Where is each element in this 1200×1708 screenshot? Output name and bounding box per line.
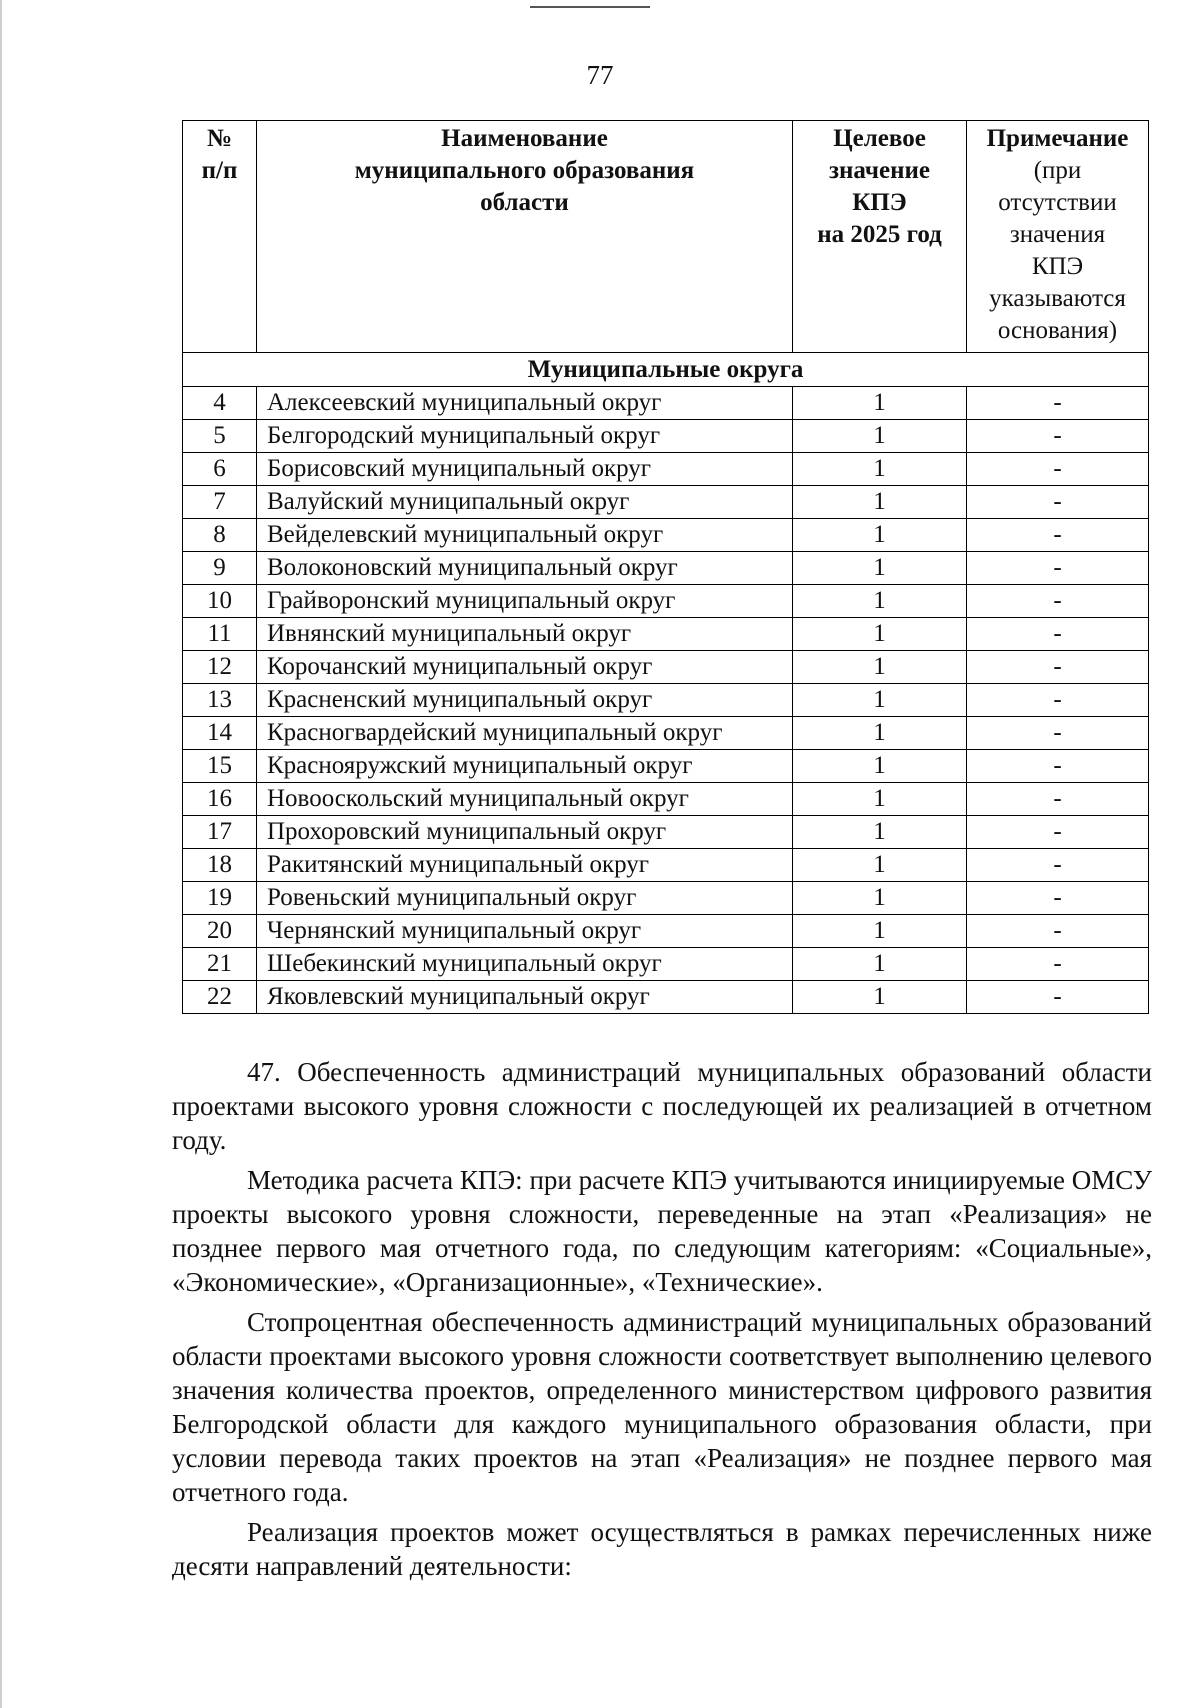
page-number: 77 [586, 60, 614, 90]
row-target-value: 1 [793, 981, 967, 1014]
row-target-value: 1 [793, 486, 967, 519]
row-note: - [967, 684, 1149, 717]
row-municipality: Белгородский муниципальный округ [257, 420, 793, 453]
row-note: - [967, 552, 1149, 585]
row-target-value: 1 [793, 552, 967, 585]
row-note: - [967, 717, 1149, 750]
table-row [183, 453, 1149, 486]
header-target-line: на 2025 год [817, 221, 942, 248]
row-municipality: Корочанский муниципальный округ [257, 651, 793, 684]
row-number: 4 [183, 387, 257, 420]
row-note: - [967, 981, 1149, 1014]
header-note-line: основания) [997, 317, 1118, 344]
row-note: - [967, 519, 1149, 552]
header-note-line: отсутствии [998, 189, 1117, 216]
paragraph-coverage: Стопроцентная обеспеченность администраций муниципальных образований области проектами высокого уровня сложности соответствует выполнению целевого значения количества проектов, определенного министерством цифрового развития Белгородской области для каждого муниципального образования области, при условии перевода таких проектов на этап «Реализация» не позднее первого мая отчетного года. [172, 1307, 1152, 1507]
paragraph-directions: Реализация проектов может осуществляться в рамках перечисленных ниже десяти направлений деятельности: [172, 1517, 1152, 1581]
row-note: - [967, 618, 1149, 651]
row-target-value: 1 [793, 684, 967, 717]
row-note: - [967, 882, 1149, 915]
row-note: - [967, 816, 1149, 849]
row-target-value: 1 [793, 783, 967, 816]
row-municipality: Яковлевский муниципальный округ [257, 981, 793, 1014]
table-row [183, 783, 1149, 816]
section-row [183, 353, 1149, 387]
row-number: 9 [183, 552, 257, 585]
top-rule [530, 6, 650, 8]
table-row [183, 552, 1149, 585]
row-target-value: 1 [793, 519, 967, 552]
row-municipality: Грайворонский муниципальный округ [257, 585, 793, 618]
row-number: 21 [183, 948, 257, 981]
row-number: 15 [183, 750, 257, 783]
table-body [183, 387, 1149, 1014]
row-number: 8 [183, 519, 257, 552]
row-note: - [967, 783, 1149, 816]
row-municipality: Валуйский муниципальный округ [257, 486, 793, 519]
table-row [183, 486, 1149, 519]
row-note: - [967, 651, 1149, 684]
row-target-value: 1 [793, 948, 967, 981]
table-row [183, 585, 1149, 618]
row-municipality: Шебекинский муниципальный округ [257, 948, 793, 981]
table-row [183, 519, 1149, 552]
header-name [257, 121, 793, 353]
paragraph-methodology: Методика расчета КПЭ: при расчете КПЭ учитываются инициируемые ОМСУ проекты высокого уровня сложности, переведенные на этап «Реализация» не позднее первого мая отчетного года, по следующим категориям: «Социальные», «Экономические», «Организационные», «Технические». [172, 1165, 1152, 1297]
row-number: 17 [183, 816, 257, 849]
header-note-line: КПЭ [1031, 253, 1084, 280]
row-municipality: Вейделевский муниципальный округ [257, 519, 793, 552]
row-note: - [967, 387, 1149, 420]
header-note-title: Примечание [986, 125, 1129, 152]
table-row [183, 849, 1149, 882]
header-target-line: Целевое [833, 125, 926, 152]
row-target-value: 1 [793, 717, 967, 750]
table-row [183, 651, 1149, 684]
row-target-value: 1 [793, 618, 967, 651]
table-row [183, 750, 1149, 783]
row-number: 19 [183, 882, 257, 915]
row-target-value: 1 [793, 882, 967, 915]
row-number: 14 [183, 717, 257, 750]
row-note: - [967, 486, 1149, 519]
header-target-line: КПЭ [852, 189, 907, 216]
row-target-value: 1 [793, 651, 967, 684]
row-target-value: 1 [793, 585, 967, 618]
row-target-value: 1 [793, 849, 967, 882]
row-municipality: Алексеевский муниципальный округ [257, 387, 793, 420]
table-row [183, 915, 1149, 948]
paragraph-47: 47. Обеспеченность администраций муниципальных образований области проектами высокого уровня сложности с последующей их реализацией в отчетном году. [172, 1057, 1152, 1155]
table-header-row [183, 121, 1149, 353]
kpe-table [182, 120, 1149, 1014]
row-municipality: Красненский муниципальный округ [257, 684, 793, 717]
row-target-value: 1 [793, 420, 967, 453]
header-target [793, 121, 967, 353]
header-name-line: области [480, 189, 569, 216]
row-target-value: 1 [793, 453, 967, 486]
row-number: 13 [183, 684, 257, 717]
row-target-value: 1 [793, 387, 967, 420]
row-note: - [967, 849, 1149, 882]
table-row [183, 882, 1149, 915]
header-name-line: Наименование [441, 125, 608, 152]
header-num-line: № [206, 125, 233, 152]
row-number: 18 [183, 849, 257, 882]
row-municipality: Борисовский муниципальный округ [257, 453, 793, 486]
table-row [183, 420, 1149, 453]
row-municipality: Краснояружский муниципальный округ [257, 750, 793, 783]
row-municipality: Волоконовский муниципальный округ [257, 552, 793, 585]
body-text [172, 1055, 1152, 1583]
row-number: 6 [183, 453, 257, 486]
row-note: - [967, 750, 1149, 783]
table-row [183, 717, 1149, 750]
row-target-value: 1 [793, 816, 967, 849]
row-number: 11 [183, 618, 257, 651]
row-note: - [967, 453, 1149, 486]
row-municipality: Ивнянский муниципальный округ [257, 618, 793, 651]
row-note: - [967, 948, 1149, 981]
header-target-line: значение [828, 157, 931, 184]
table-row [183, 684, 1149, 717]
table-row [183, 387, 1149, 420]
row-note: - [967, 585, 1149, 618]
row-number: 7 [183, 486, 257, 519]
row-municipality: Ракитянский муниципальный округ [257, 849, 793, 882]
header-note-line: (при [1033, 157, 1082, 184]
row-number: 5 [183, 420, 257, 453]
row-municipality: Прохоровский муниципальный округ [257, 816, 793, 849]
row-number: 16 [183, 783, 257, 816]
row-note: - [967, 915, 1149, 948]
row-number: 22 [183, 981, 257, 1014]
row-municipality: Новооскольский муниципальный округ [257, 783, 793, 816]
row-target-value: 1 [793, 915, 967, 948]
table-row [183, 816, 1149, 849]
header-note-line: указываются [989, 285, 1126, 312]
header-name-line: муниципального образования [354, 157, 695, 184]
section-title: Муниципальные округа [183, 353, 1149, 387]
table-row [183, 948, 1149, 981]
header-num [183, 121, 257, 353]
table-row [183, 618, 1149, 651]
page-edge [0, 0, 2, 1708]
header-note-line: значения [1009, 221, 1106, 248]
header-num-line: п/п [201, 157, 238, 184]
row-number: 12 [183, 651, 257, 684]
row-note: - [967, 420, 1149, 453]
row-municipality: Красногвардейский муниципальный округ [257, 717, 793, 750]
row-number: 10 [183, 585, 257, 618]
row-municipality: Чернянский муниципальный округ [257, 915, 793, 948]
row-number: 20 [183, 915, 257, 948]
row-target-value: 1 [793, 750, 967, 783]
row-municipality: Ровеньский муниципальный округ [257, 882, 793, 915]
table-row [183, 981, 1149, 1014]
header-note [967, 121, 1149, 353]
